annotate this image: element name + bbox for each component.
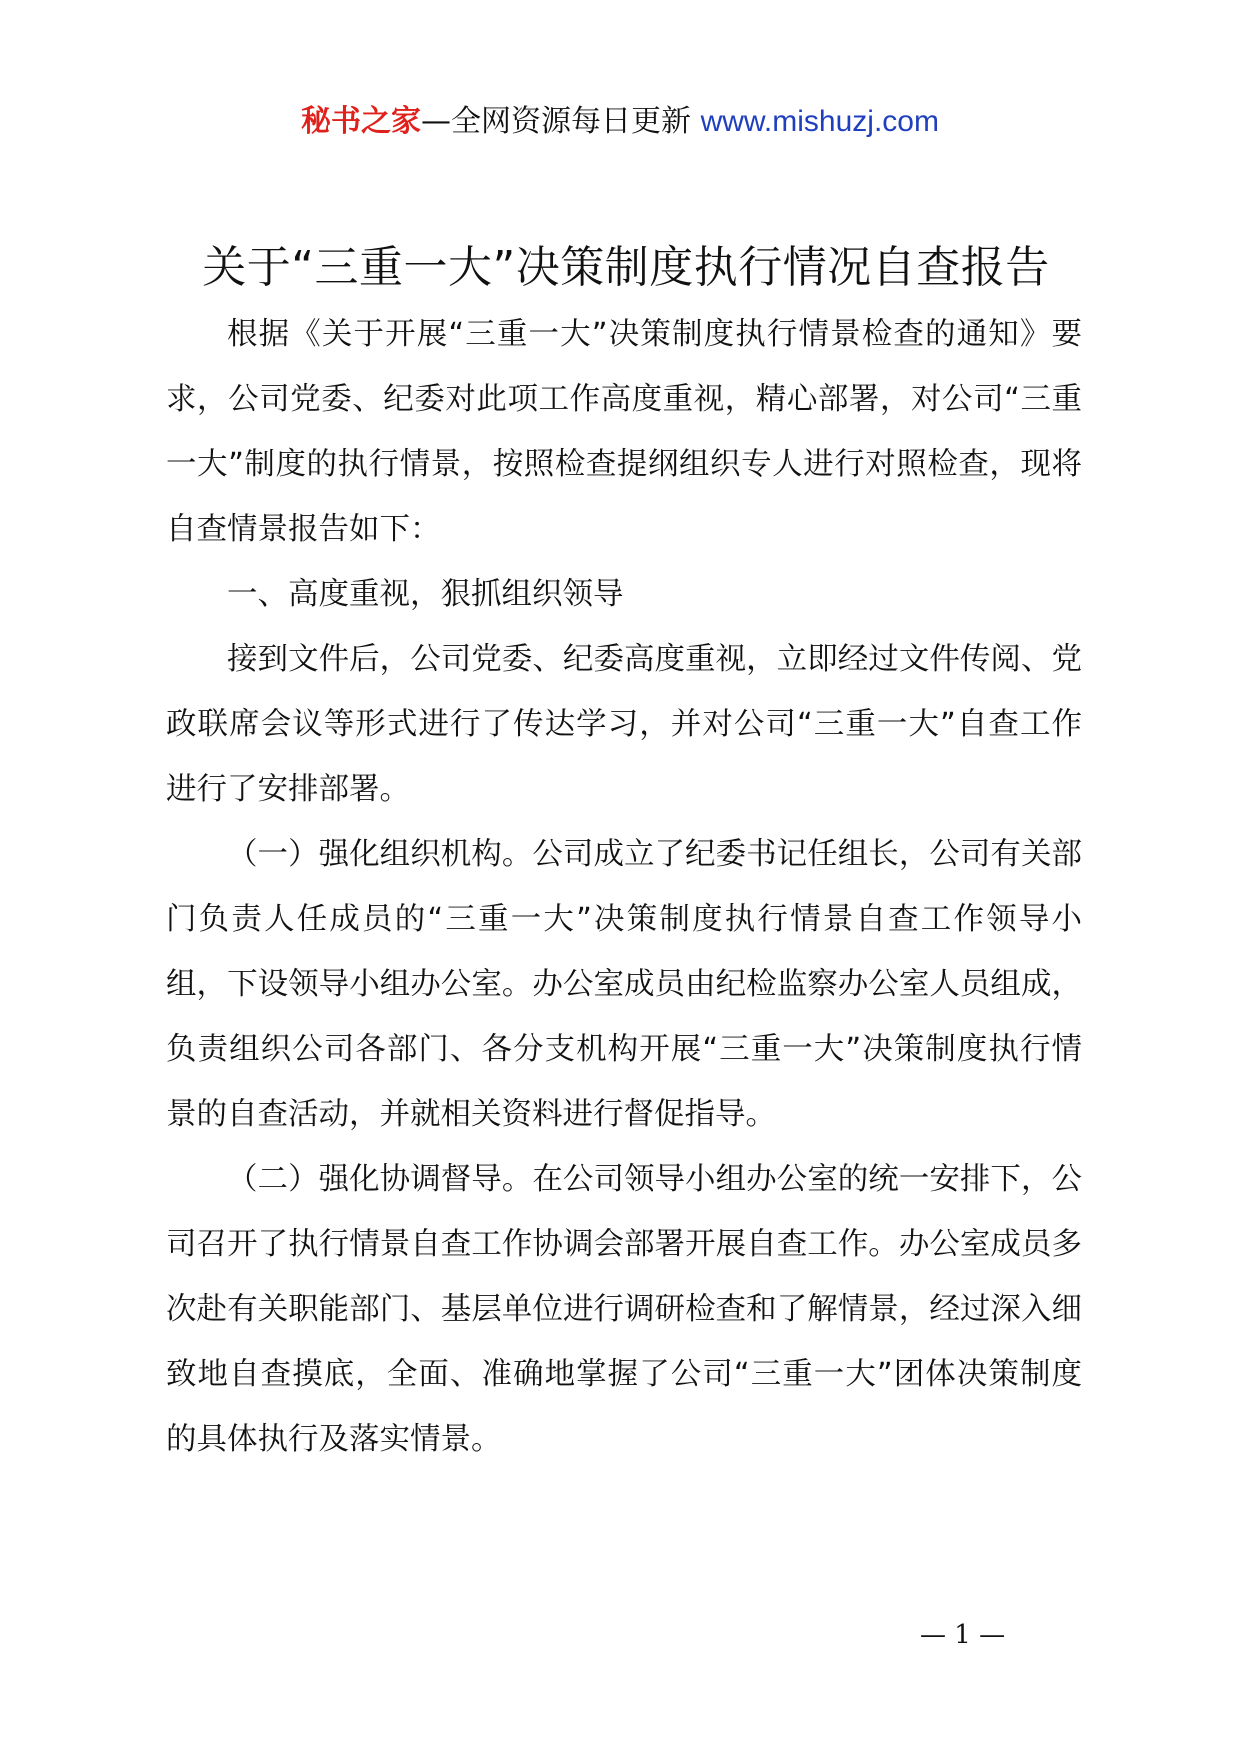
section-heading-1: 一、高度重视，狠抓组织领导 bbox=[227, 577, 624, 612]
site-header bbox=[0, 100, 1240, 144]
page-number-label: — 1 — bbox=[920, 1620, 1006, 1650]
document-body bbox=[166, 302, 1082, 1472]
site-tagline: —全网资源每日更新 bbox=[421, 104, 692, 139]
paragraph-intro: 根据《关于开展“三重一大”决策制度执行情景检查的通知》要求，公司党委、纪委对此项工作高度重视，精心部署，对公司“三重一大”制度的执行情景，按照检查提纲组织专人进行对照检查，现将自查情景报告如下： bbox=[166, 317, 1082, 547]
site-brand: 秘书之家 bbox=[301, 104, 422, 139]
site-url: www.mishuzj.com bbox=[700, 105, 939, 138]
paragraph-section-1: 接到文件后，公司党委、纪委高度重视，立即经过文件传阅、党政联席会议等形式进行了传达学习，并对公司“三重一大”自查工作进行了安排部署。 bbox=[166, 642, 1082, 807]
paragraph-subsection-2: （二）强化协调督导。在公司领导小组办公室的统一安排下，公司召开了执行情景自查工作协调会部署开展自查工作。办公室成员多次赴有关职能部门、基层单位进行调研检查和了解情景，经过深入细致地自查摸底，全面、准确地掌握了公司“三重一大”团体决策制度的具体执行及落实情景。 bbox=[166, 1162, 1082, 1457]
paragraph-subsection-1: （一）强化组织机构。公司成立了纪委书记任组长，公司有关部门负责人任成员的“三重一大”决策制度执行情景自查工作领导小组，下设领导小组办公室。办公室成员由纪检监察办公室人员组成，负责组织公司各部门、各分支机构开展“三重一大”决策制度执行情景的自查活动，并就相关资料进行督促指导。 bbox=[166, 837, 1082, 1132]
document-title: 关于“三重一大”决策制度执行情况自查报告 bbox=[202, 242, 1050, 293]
